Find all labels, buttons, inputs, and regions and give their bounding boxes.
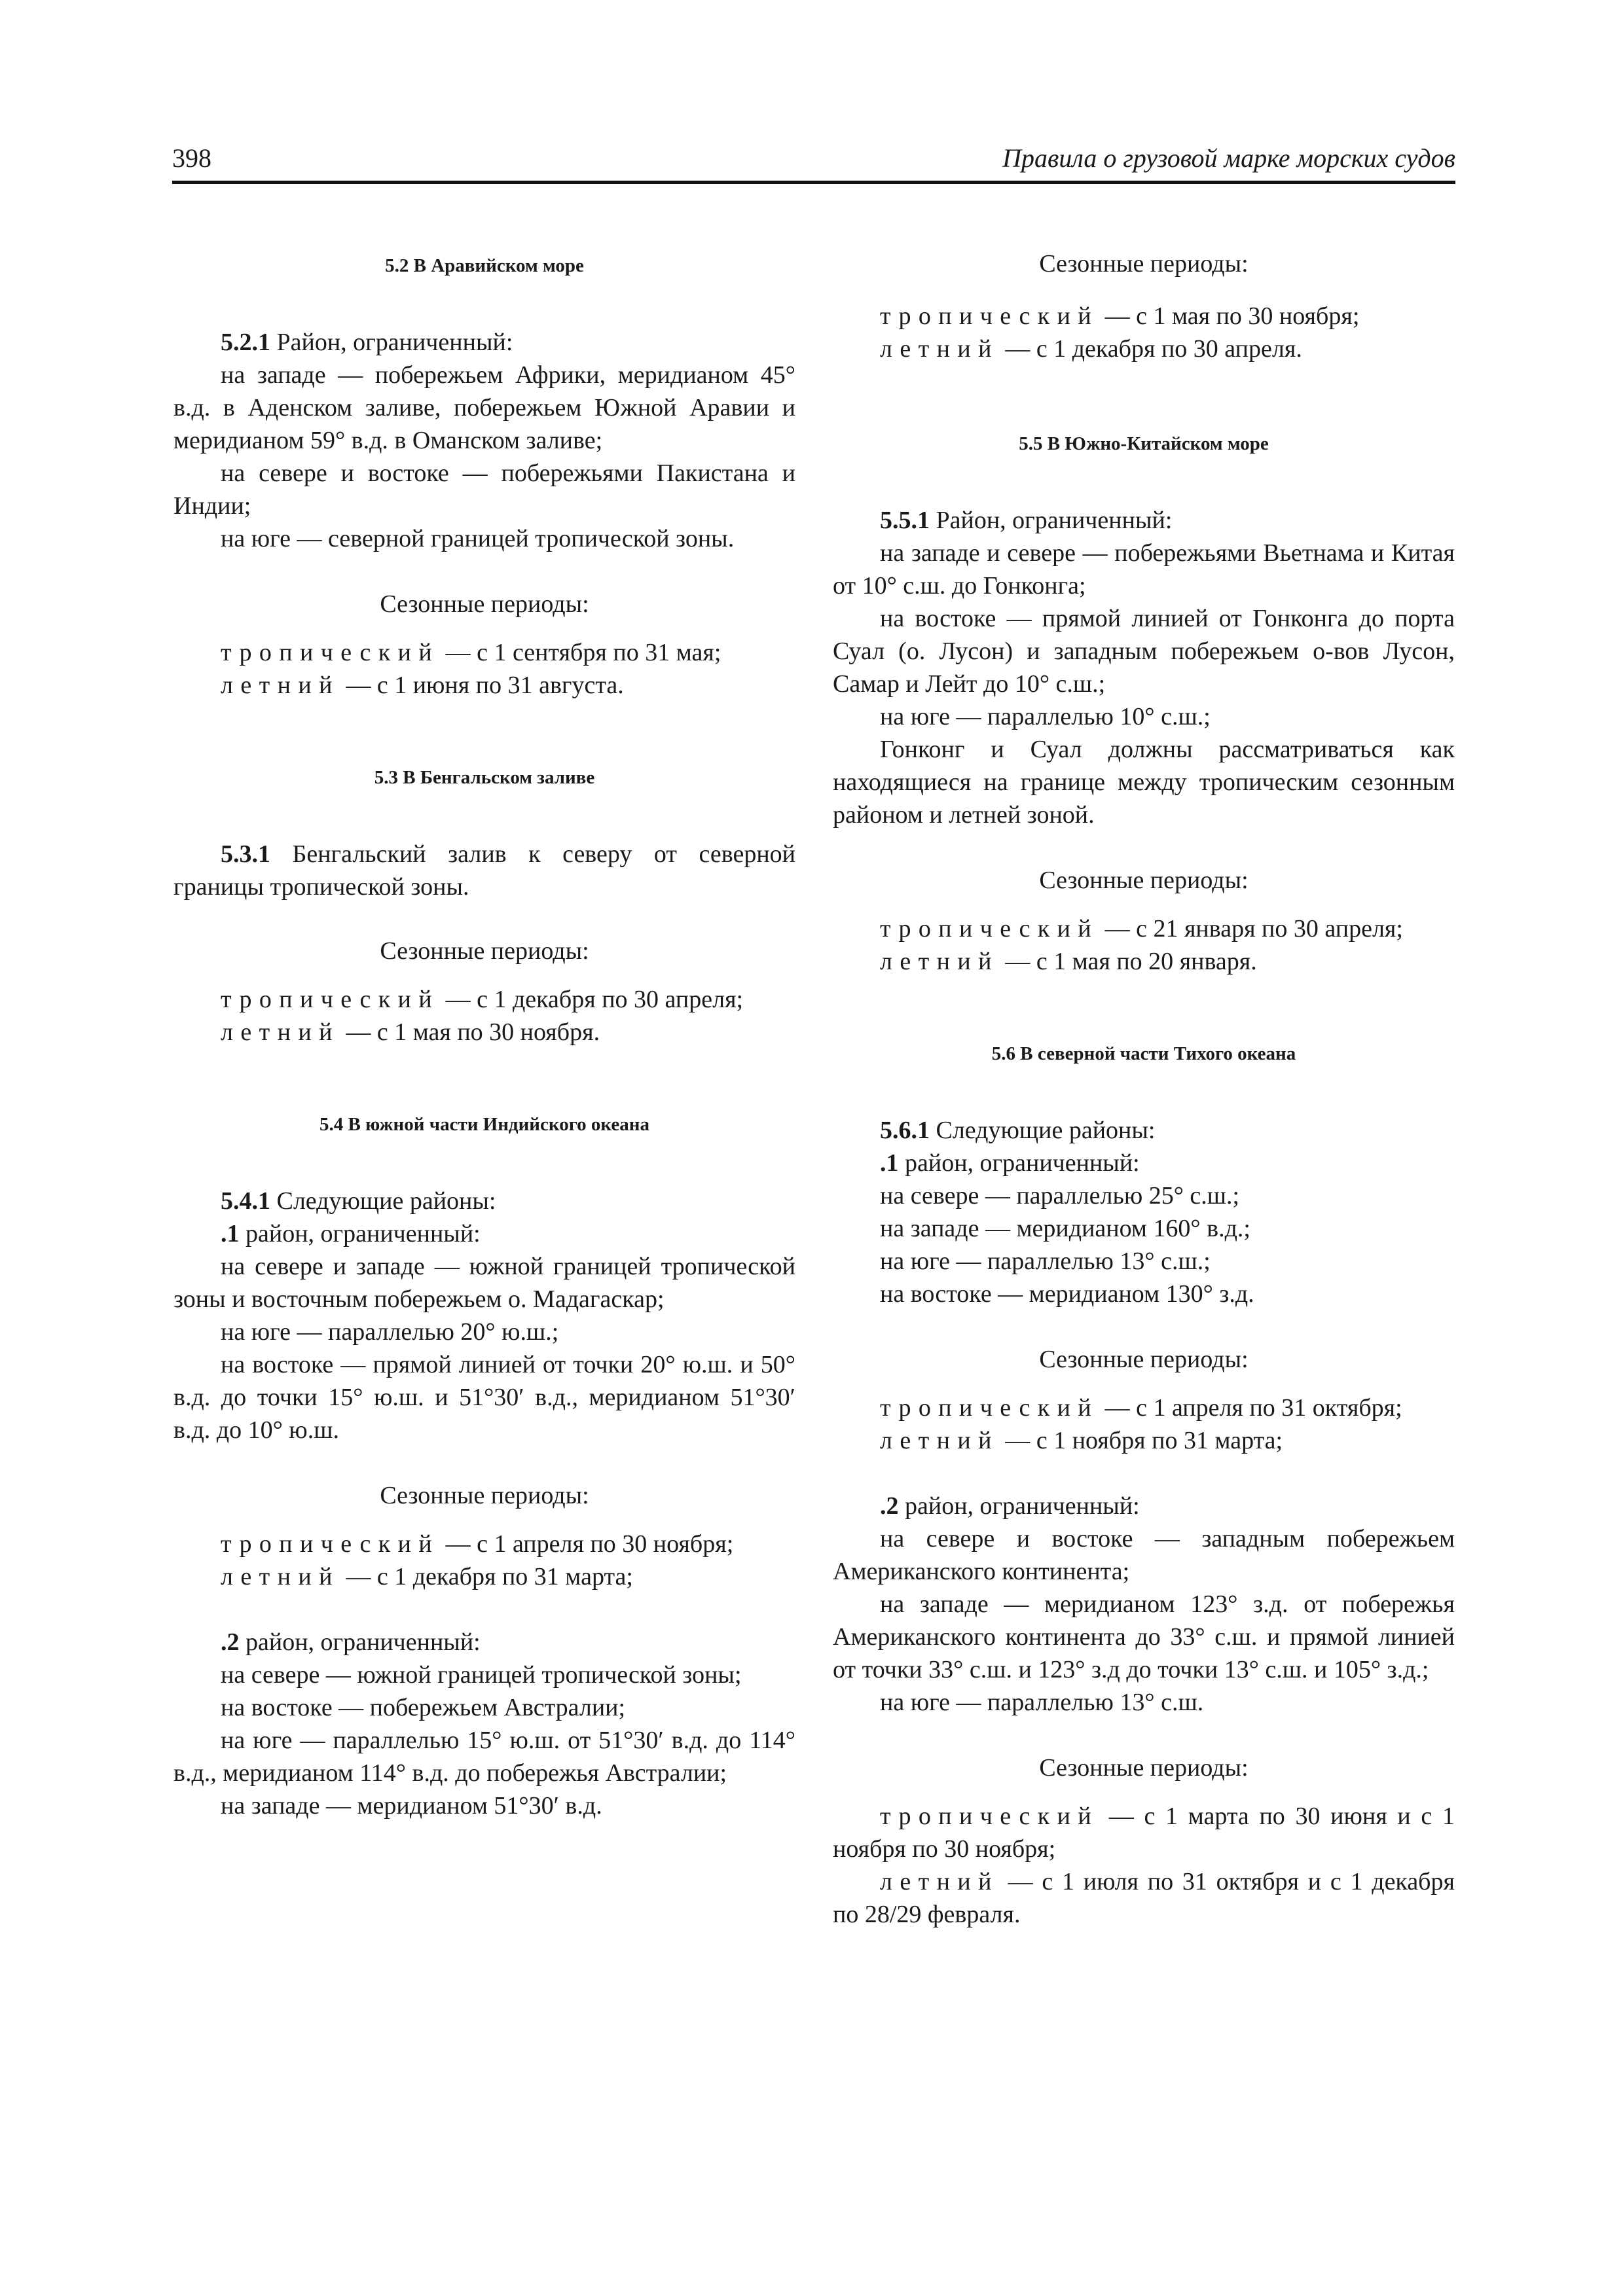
- season-tropical: [833, 1391, 1455, 1424]
- area-1-west: на западе — меридианом 160° в.д.;: [880, 1215, 1250, 1242]
- season-tropical: [833, 912, 1455, 945]
- seasons-heading: Сезонные периоды:: [380, 1482, 589, 1509]
- season-label: тропический: [880, 302, 1099, 330]
- section-title-5-2: 5.2 В Аравийском море: [385, 255, 584, 276]
- clause-text: Район, ограниченный:: [270, 329, 513, 356]
- season-label: летний: [221, 1018, 340, 1046]
- season-summer: [833, 945, 1455, 978]
- clause-number: 5.5.1: [880, 507, 930, 534]
- season-dates: — с 1 июля по 31 октября и с 1 декабря по 28/29 февраля.: [833, 1868, 1455, 1928]
- season-label: летний: [880, 1868, 999, 1895]
- season-dates: — с 1 июня по 31 августа.: [339, 672, 624, 699]
- seasons-heading: Сезонные периоды:: [1039, 1346, 1249, 1373]
- boundary-north-east: на севере и востоке — побережьями Пакистана и Индии;: [173, 459, 795, 520]
- area-1-south: на юге — параллелью 20° ю.ш.;: [221, 1318, 559, 1346]
- paragraph-5-5-1: [833, 504, 1455, 537]
- section-title-5-6: 5.6 В северной части Тихого океана: [991, 1043, 1296, 1064]
- season-label: летний: [221, 672, 340, 699]
- seasons-heading: Сезонные периоды:: [380, 937, 589, 965]
- area-2-heading: [833, 1490, 1455, 1522]
- seasons-heading: Сезонные периоды:: [1039, 867, 1249, 894]
- season-summer: [833, 1424, 1455, 1457]
- area-text: район, ограниченный:: [239, 1628, 481, 1656]
- page-number: 398: [172, 143, 211, 173]
- left-column: [173, 247, 795, 1822]
- seasons-heading: Сезонные периоды:: [380, 590, 589, 618]
- season-dates: — с 1 апреля по 30 ноября;: [439, 1530, 734, 1558]
- season-summer: [173, 669, 795, 702]
- area-1-east: на востоке — меридианом 130° з.д.: [880, 1280, 1254, 1308]
- season-tropical: [173, 983, 795, 1016]
- area-2-east: на востоке — побережьем Австралии;: [221, 1694, 626, 1721]
- season-dates: — с 1 мая по 30 ноября.: [339, 1018, 600, 1046]
- area-2-west: на западе — меридианом 51°30′ в.д.: [221, 1792, 602, 1820]
- season-dates: — с 1 декабря по 30 апреля;: [439, 986, 744, 1013]
- paragraph-5-4-1: [173, 1185, 795, 1217]
- area-1-heading: [173, 1217, 795, 1250]
- area-text: район, ограниченный:: [898, 1149, 1140, 1177]
- area-2-south: на юге — параллелью 13° с.ш.: [880, 1689, 1204, 1716]
- area-2-north-east: на севере и востоке — западным побережьем Американского континента;: [833, 1525, 1455, 1585]
- season-tropical: [833, 300, 1455, 332]
- season-tropical: [173, 636, 795, 669]
- area-1-north: на севере — параллелью 25° с.ш.;: [880, 1182, 1240, 1210]
- paragraph-5-2-1: [173, 326, 795, 359]
- season-label: летний: [880, 948, 999, 975]
- boundary-east: на востоке — прямой линией от Гонконга до порта Суал (о. Лусон) и западным побережьем о-вов Лусон, Самар и Лейт до 10° с.ш.;: [833, 605, 1455, 698]
- season-tropical: [173, 1528, 795, 1560]
- area-1-north-west: на севере и западе — южной границей тропической зоны и восточным побережьем о. Мадагаскар;: [173, 1253, 795, 1313]
- area-2-west: на западе — меридианом 123° з.д. от побережья Американского континента до 33° с.ш. и прямой линией от точки 33° с.ш. и 123° з.д до точки 13° с.ш. и 105° з.д.;: [833, 1590, 1455, 1683]
- clause-text: Следующие районы:: [930, 1117, 1156, 1144]
- season-label: тропический: [221, 639, 440, 666]
- area-number: .1: [221, 1220, 240, 1247]
- clause-number: 5.6.1: [880, 1117, 930, 1144]
- header-rule: [172, 181, 1455, 184]
- season-dates: — с 1 декабря по 30 апреля.: [998, 335, 1302, 363]
- season-summer: [833, 332, 1455, 365]
- clause-number: 5.4.1: [221, 1187, 270, 1215]
- season-label: летний: [880, 335, 999, 363]
- season-label: тропический: [221, 1530, 440, 1558]
- season-dates: — с 1 марта по 30 июня и с 1 ноября по 30 ноября;: [833, 1803, 1455, 1863]
- area-text: район, ограниченный:: [239, 1220, 481, 1247]
- area-2-south: на юге — параллелью 15° ю.ш. от 51°30′ в.д. до 114° в.д., меридианом 114° в.д. до побережья Австралии;: [173, 1727, 795, 1787]
- season-tropical: [833, 1800, 1455, 1865]
- season-summer: [173, 1560, 795, 1593]
- boundary-south: на юге — северной границей тропической зоны.: [221, 525, 735, 552]
- season-dates: — с 1 сентября по 31 мая;: [439, 639, 721, 666]
- page-header: [172, 143, 1455, 179]
- clause-text: Следующие районы:: [270, 1187, 496, 1215]
- paragraph-5-6-1: [833, 1114, 1455, 1147]
- boundary-west-north: на западе и севере — побережьями Вьетнама и Китая от 10° с.ш. до Гонконга;: [833, 539, 1455, 600]
- area-1-heading: [833, 1147, 1455, 1179]
- season-dates: — с 21 января по 30 апреля;: [1099, 915, 1403, 942]
- boundary-south: на юге — параллелью 10° с.ш.;: [880, 703, 1211, 730]
- boundary-west: на западе — побережьем Африки, меридианом 45° в.д. в Аденском заливе, побережьем Южной Аравии и меридианом 59° в.д. в Оманском заливе;: [173, 361, 795, 454]
- season-label: тропический: [880, 1803, 1099, 1830]
- clause-number: 5.3.1: [221, 840, 270, 868]
- area-text: район, ограниченный:: [898, 1492, 1140, 1520]
- season-dates: — с 1 декабря по 31 марта;: [339, 1563, 633, 1590]
- season-summer: [833, 1865, 1455, 1931]
- section-title-5-3: 5.3 В Бенгальском заливе: [374, 767, 595, 788]
- season-dates: — с 1 ноября по 31 марта;: [998, 1427, 1283, 1454]
- seasons-heading: Сезонные периоды:: [1039, 250, 1249, 278]
- area-number: .2: [221, 1628, 240, 1656]
- area-number: .1: [880, 1149, 899, 1177]
- boundary-note: Гонконг и Суал должны рассматриваться как находящиеся на границе между тропическим сезонным районом и летней зоной.: [833, 736, 1455, 829]
- section-title-5-5: 5.5 В Южно-Китайском море: [1019, 433, 1269, 454]
- area-2-north: на севере — южной границей тропической зоны;: [221, 1661, 742, 1689]
- season-label: летний: [221, 1563, 340, 1590]
- season-dates: — с 1 мая по 20 января.: [998, 948, 1257, 975]
- clause-text: Район, ограниченный:: [930, 507, 1173, 534]
- clause-number: 5.2.1: [221, 329, 270, 356]
- area-1-east: на востоке — прямой линией от точки 20° ю.ш. и 50° в.д. до точки 15° ю.ш. и 51°30′ в.д., меридианом 51°30′ в.д. до 10° ю.ш.: [173, 1351, 795, 1444]
- right-column: [833, 247, 1455, 1931]
- running-title: Правила о грузовой марке морских судов: [1002, 143, 1455, 173]
- season-label: тропический: [880, 1394, 1099, 1422]
- season-dates: — с 1 мая по 30 ноября;: [1099, 302, 1360, 330]
- section-title-5-4: 5.4 В южной части Индийского океана: [319, 1114, 649, 1135]
- clause-text: Бенгальский залив к северу от северной границы тропической зоны.: [173, 840, 795, 901]
- area-1-south: на юге — параллелью 13° с.ш.;: [880, 1247, 1211, 1275]
- area-2-heading: [173, 1626, 795, 1659]
- season-dates: — с 1 апреля по 31 октября;: [1099, 1394, 1402, 1422]
- area-number: .2: [880, 1492, 899, 1520]
- seasons-heading: Сезонные периоды:: [1039, 1754, 1249, 1782]
- season-label: летний: [880, 1427, 999, 1454]
- season-label: тропический: [221, 986, 440, 1013]
- season-label: тропический: [880, 915, 1099, 942]
- paragraph-5-3-1: [173, 838, 795, 903]
- season-summer: [173, 1016, 795, 1049]
